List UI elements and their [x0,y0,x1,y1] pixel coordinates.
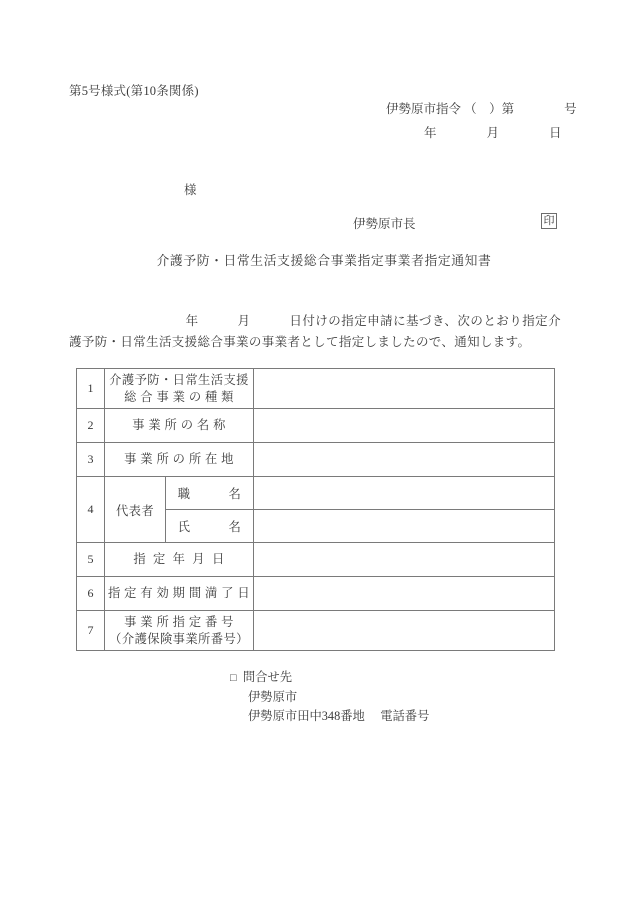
row-label: 代表者 [105,477,166,543]
row-label-line: 介護予防・日常生活支援 [109,372,249,387]
row-label [105,369,254,409]
document-title: 介護予防・日常生活支援総合事業指定事業者指定通知書 [156,254,492,268]
seal-stamp-box: 印 [541,213,557,229]
row-value-field[interactable] [254,577,555,611]
issuer-name: 伊勢原市長 [353,217,416,231]
row-number: 1 [77,369,105,409]
row-sublabel: 氏 名 [166,510,254,543]
contact-city: 伊勢原市 [248,690,298,704]
paragraph-text: 年 月 日付けの指定申請に基づき、次のとおり指定介護予防・日常生活支援総合事業の事業者として指定しましたので、通知します。 [69,314,561,349]
row-label [105,577,254,611]
table-row [77,443,555,477]
row-label-line: 事 業 所 指 定 番 号 [124,614,234,629]
row-label-line: （介護保険事業所番号） [109,631,249,646]
row-number: 2 [77,409,105,443]
body-paragraph [69,311,561,353]
paragraph-lead-space [69,314,186,328]
contact-header-line [230,668,429,688]
row-sublabel: 職 名 [166,477,254,510]
row-label-line: 指 定 有 効 期 間 満 了 日 [107,586,251,600]
document-number-line: 伊勢原市指令 （ ）第 号 [386,102,577,116]
row-label-line: 事 業 所 の 名 称 [132,418,226,432]
row-number: 3 [77,443,105,477]
row-number: 7 [77,611,105,651]
checkbox-icon: □ [230,672,237,684]
addressee-honorific: 様 [184,183,197,197]
document-number-block [386,99,577,141]
row-value-field[interactable] [254,409,555,443]
row-label [105,443,254,477]
row-label [105,611,254,651]
row-value-field[interactable] [254,611,555,651]
table-row [77,543,555,577]
issuer-block [353,214,416,232]
contact-address-line [230,707,429,726]
contact-address: 伊勢原市田中348番地 [248,709,365,723]
contact-label: 問合せ先 [242,670,293,684]
table-row [77,369,555,409]
form-number: 第5号様式(第10条関係) [69,84,199,98]
row-label [105,409,254,443]
row-label-line: 指 定 年 月 日 [133,552,225,566]
notification-form-table [76,368,555,651]
table-row [77,611,555,651]
row-label-line: 総 合 事 業 の 種 類 [124,389,234,404]
table-row [77,477,555,510]
row-number: 5 [77,543,105,577]
row-value-field[interactable] [254,477,555,510]
row-value-field[interactable] [254,369,555,409]
row-value-field[interactable] [254,510,555,543]
row-number: 6 [77,577,105,611]
row-label-line: 事 業 所 の 所 在 地 [124,452,234,466]
row-value-field[interactable] [254,543,555,577]
contact-phone-label: 電話番号 [380,709,430,723]
row-label [105,543,254,577]
table-row [77,409,555,443]
document-date-line: 年 月 日 [424,126,562,140]
row-number: 4 [77,477,105,543]
table-row [77,577,555,611]
contact-footer [230,668,429,726]
row-value-field[interactable] [254,443,555,477]
